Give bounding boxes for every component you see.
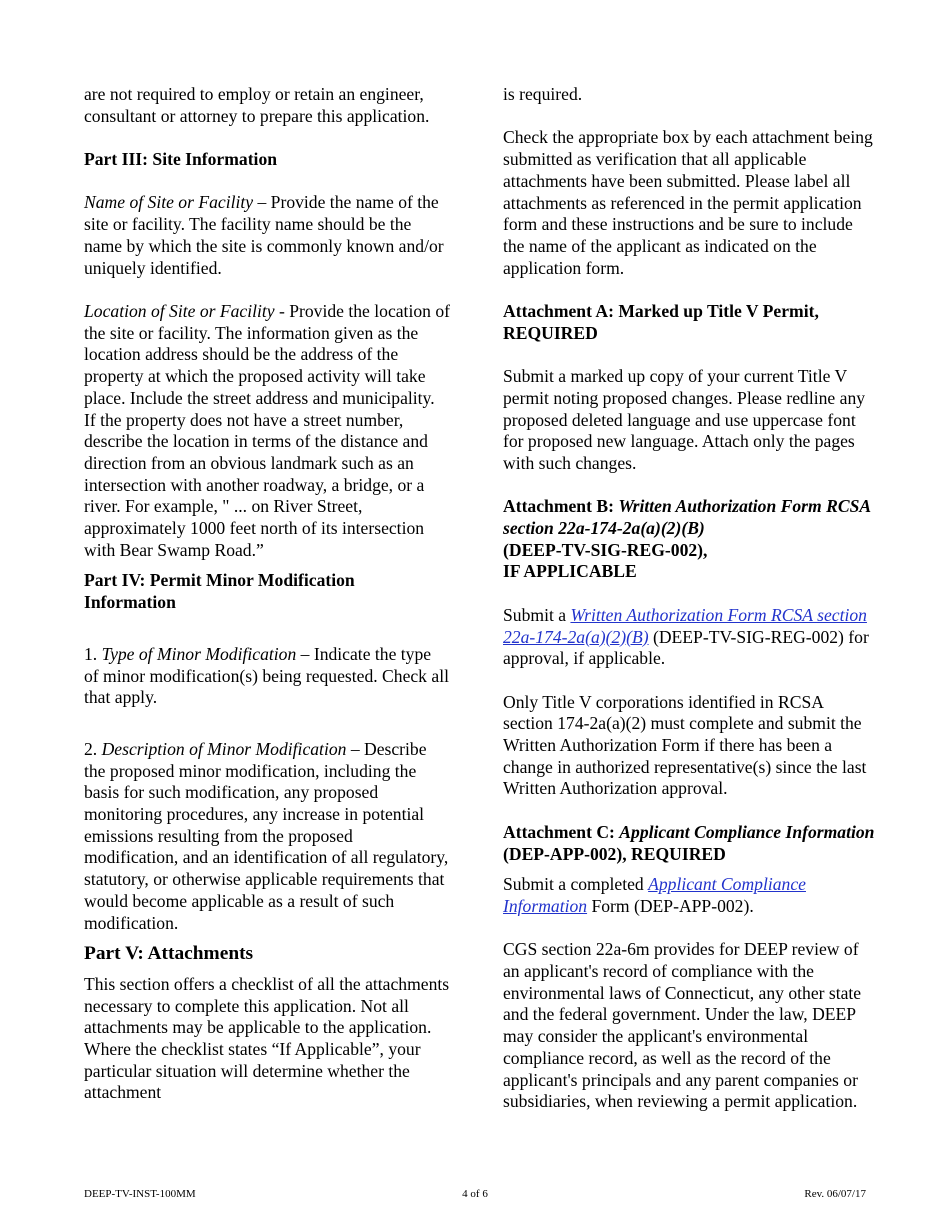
footer-revision: Rev. 06/07/17 xyxy=(804,1188,866,1200)
attachment-a-title: : Marked up Title V Permit, REQUIRED xyxy=(503,301,819,343)
footer-doc-id: DEEP-TV-INST-100MM xyxy=(84,1188,196,1200)
site-location-text: - Provide the location of the site or facility. The information given as the location address should be the address of the property at which the proposed activity will take place. Include the street address and municipality. If the property does not have a street number, describe the location in terms of the distance and direction from an obvious landmark such as an intersection with another roadway, a bridge, or a river. For example, " ... on River Street, approximately 1000 feet north of its intersection with Bear Swamp Road.” xyxy=(84,300,450,560)
page-footer xyxy=(84,1187,866,1201)
item1-text: – Indicate the type of minor modification(s) being requested. Check all that apply. xyxy=(84,643,449,708)
attachment-b-applicable: IF APPLICABLE xyxy=(503,561,637,582)
site-name-paragraph xyxy=(84,192,450,279)
attachment-b-label: Attachment B xyxy=(503,496,609,517)
item1-number: 1. xyxy=(84,643,102,664)
attachment-a-label: Attachment A xyxy=(503,301,609,321)
part5-heading: Part V: Attachments xyxy=(84,943,254,965)
minor-mod-type-paragraph xyxy=(84,644,450,709)
attachment-b-heading xyxy=(503,496,875,583)
item2-text: – Describe the proposed minor modification, including the basis for such modification, any proposed monitoring procedures, any increase in potential emissions resulting from the proposed modification, and an identification of all regulatory, statutory, or otherwise applicable requirements that would become applicable as a result of such modification. xyxy=(84,738,449,933)
attachment-c-submit-pre: Submit a completed xyxy=(503,874,649,895)
checklist-instructions: Check the appropriate box by each attachment being submitted as verification that all applicable attachments have been submitted. Please label all attachments as referenced in the permit application form and these instructions and be sure to include the name of the applicant as indicated on the application form. xyxy=(503,127,873,278)
left-column xyxy=(84,84,450,1126)
intro-paragraph: are not required to employ or retain an engineer, consultant or attorney to prepare this application. xyxy=(84,84,430,126)
site-location-paragraph xyxy=(84,301,450,561)
site-name-label: Name of Site or Facility xyxy=(84,192,254,213)
minor-mod-description-paragraph xyxy=(84,739,450,934)
applicant-compliance-information-link[interactable]: Applicant Compliance Information xyxy=(503,874,806,916)
attachment-b-form: (DEEP-TV-SIG-REG-002), xyxy=(503,539,708,560)
site-name-text: – Provide the name of the site or facility. The facility name should be the name by which the site is commonly known and/or uniquely identified. xyxy=(84,192,444,278)
item2-number: 2. xyxy=(84,738,102,759)
part3-heading: Part III: Site Information xyxy=(84,149,278,170)
right-column xyxy=(503,84,875,1135)
continued-text: is required. xyxy=(503,84,583,104)
attachments-intro-paragraph: This section offers a checklist of all the attachments necessary to complete this application. Not all attachments may be applicable to the application. Where the checklist states “If Applicable”, your particular situation will determine whether the attachment xyxy=(84,973,450,1103)
footer-page-number: 4 of 6 xyxy=(462,1188,488,1200)
part4-heading: Part IV: Permit Minor Modification Information xyxy=(84,570,355,613)
attachment-b-only: Only Title V corporations identified in RCSA section 174-2a(a)(2) must complete and submit the Written Authorization Form if there has been a change in authorized representative(s) since the last Written Authorization approval. xyxy=(503,691,867,799)
attachment-c-title-rest: (DEP-APP-002), REQUIRED xyxy=(503,843,726,864)
attachment-c-label: Attachment C: xyxy=(503,821,620,842)
written-authorization-form-link[interactable]: Written Authorization Form RCSA section 22a-174-2a(a)(2)(B) xyxy=(503,604,867,647)
attachment-b-title: Written Authorization Form RCSA section 22a-174-2a(a)(2)(B) xyxy=(503,496,871,538)
item2-label: Description of Minor Modification xyxy=(101,738,347,759)
attachment-b-colon: : xyxy=(608,496,619,517)
attachment-c-submit xyxy=(503,874,875,917)
cgs-paragraph: CGS section 22a-6m provides for DEEP review of an applicant's record of compliance with the environmental laws of Connecticut, any other state and the federal government. Under the law, DEEP may consider the applicant's environmental compliance record, as well as the record of the applicant's principals and any parent companies or subsidiaries, when reviewing a permit application. xyxy=(503,939,862,1112)
attachment-b-submit-post: (DEEP-TV-SIG-REG-002) for approval, if applicable. xyxy=(503,626,869,669)
site-location-label: Location of Site or Facility xyxy=(84,300,275,321)
attachment-c-title: Applicant Compliance Information xyxy=(619,821,875,842)
attachment-b-submit-pre: Submit a xyxy=(503,604,571,625)
attachment-a-text: Submit a marked up copy of your current Title V permit noting proposed changes. Please redline any proposed deleted language and use uppercase font for proposed new language. Attach only the pages with such changes. xyxy=(503,366,866,473)
attachment-b-submit xyxy=(503,605,875,670)
attachment-c-submit-post: Form (DEP-APP-002). xyxy=(587,895,754,916)
attachment-a-heading xyxy=(503,301,875,344)
attachment-c-heading xyxy=(503,822,875,865)
item1-label: Type of Minor Modification xyxy=(101,643,297,664)
